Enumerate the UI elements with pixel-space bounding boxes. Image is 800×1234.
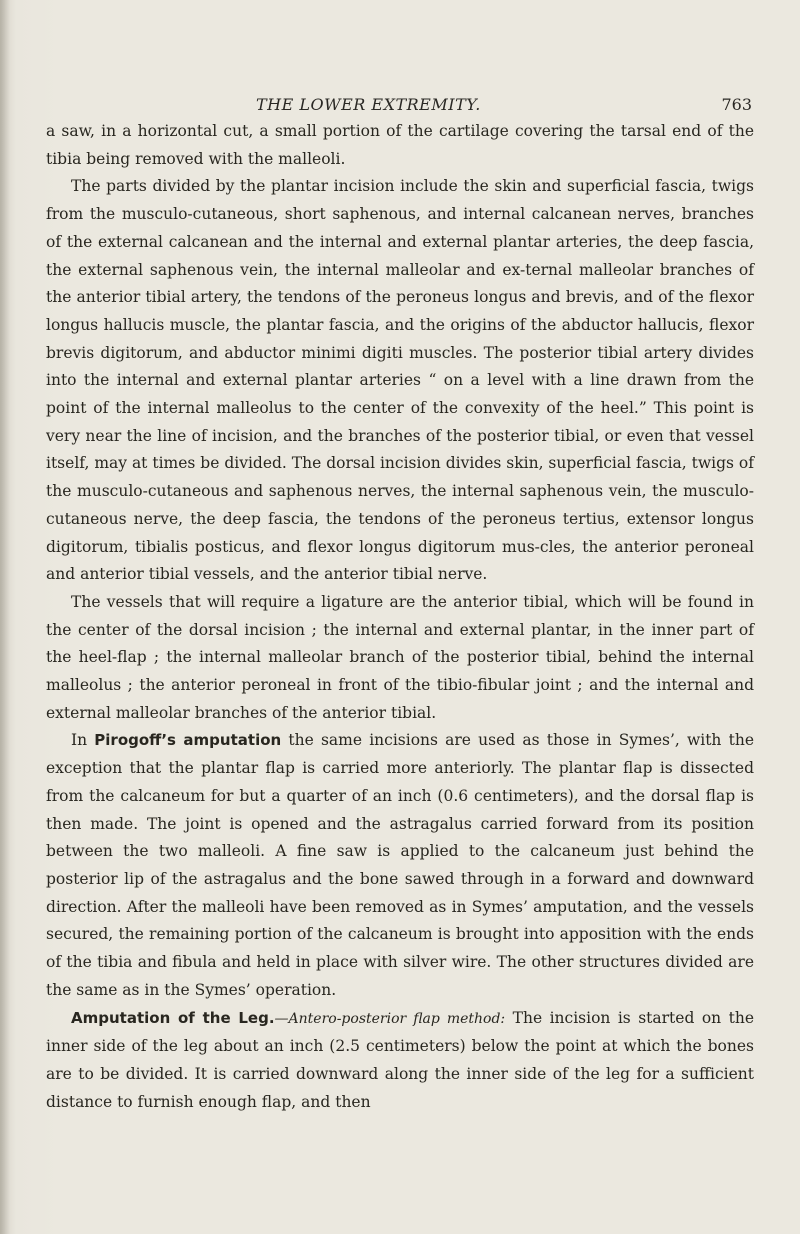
section-subheading-method: —Antero-posterior flap method: [274, 1010, 506, 1027]
running-title: THE LOWER EXTREMITY. [256, 95, 481, 114]
paragraph-continuation [46, 118, 754, 173]
paragraph-text: The vessels that will require a ligature are the anterior tibial, which will be found in the center of the dorsal incision ; the internal and external plantar, in the inner part of the heel-flap ; the internal malleolar branch of the posterior tibial, behind the internal malleolus ; the anterior peroneal in front of the tibio-fibular joint ; and the internal and external malleolar branches of the anterior tibial. [46, 592, 754, 722]
section-heading-amputation-leg: Amputation of the Leg. [71, 1008, 275, 1027]
binding-shadow [0, 0, 10, 1234]
paragraph-pirogoff [46, 727, 754, 1004]
section-heading-pirogoff: Pirogoff’s amputation [94, 731, 282, 750]
paragraph-amputation-leg [46, 1005, 754, 1117]
paragraph-text: the same incisions are used as those in Symes’, with the exception that the plantar flap is carried more anteriorly. The plantar flap is dissected from the calcaneum for but a quarter of an inch (0.6 centimeters), and the dorsal flap is then made. The joint is opened and the astragalus carried forward from its position between the two malleoli. A fine saw is applied to the calcaneum just behind the posterior lip of the astragalus and the bone sawed through in a forward and downward direction. After the malleoli have been removed as in Symes’ amputation, and the vessels secured, the remaining portion of the calcaneum is brought into apposition with the ends of the tibia and fibula and held in place with silver wire. The other structures divided are the same as in the Symes’ operation. [46, 731, 754, 999]
paragraph-vessels-ligature [46, 589, 754, 728]
page-number: 763 [721, 95, 752, 114]
running-head [212, 95, 752, 119]
paragraph-parts-divided [46, 173, 754, 589]
paragraph-text: The parts divided by the plantar incision include the skin and superficial fascia, twigs from the musculo-cutaneous, short saphenous, and internal calcanean nerves, branches of the external calcanean and the internal and external plantar arteries, the deep fascia, the external saphenous vein, the internal malleolar and ex-ternal malleolar branches of the anterior tibial artery, the tendons of the peroneus longus and brevis, and of the flexor longus hallucis muscle, the plantar fascia, and the origins of the abductor hallucis, flexor brevis digitorum, and abductor minimi digiti muscles. The posterior tibial artery divides into the internal and external plantar arteries “ on a level with a line drawn from the point of the internal malleolus to the center of the convexity of the heel.” This point is very near the line of incision, and the branches of the posterior tibial, or even that vessel itself, may at times be divided. The dorsal incision divides skin, superficial fascia, twigs of the musculo-cutaneous and saphenous nerves, the internal saphenous vein, the musculo-cutaneous nerve, the deep fascia, the tendons of the peroneus tertius, extensor longus digitorum, tibialis posticus, and flexor longus digitorum mus-cles, the anterior peroneal and anterior tibial vessels, and the anterior tibial nerve. [46, 177, 754, 584]
paragraph-text: a saw, in a horizontal cut, a small portion of the cartilage covering the tarsal end of the tibia being removed with the malleoli. [46, 122, 754, 168]
paragraph-text: The incision is started on the inner side of the leg about an inch (2.5 centimeters) below the point at which the bones are to be divided. It is carried downward along the inner side of the leg for a sufficient distance to furnish enough flap, and then [46, 1008, 755, 1111]
body-text [46, 118, 754, 1116]
paragraph-lead-in: In [71, 731, 88, 750]
